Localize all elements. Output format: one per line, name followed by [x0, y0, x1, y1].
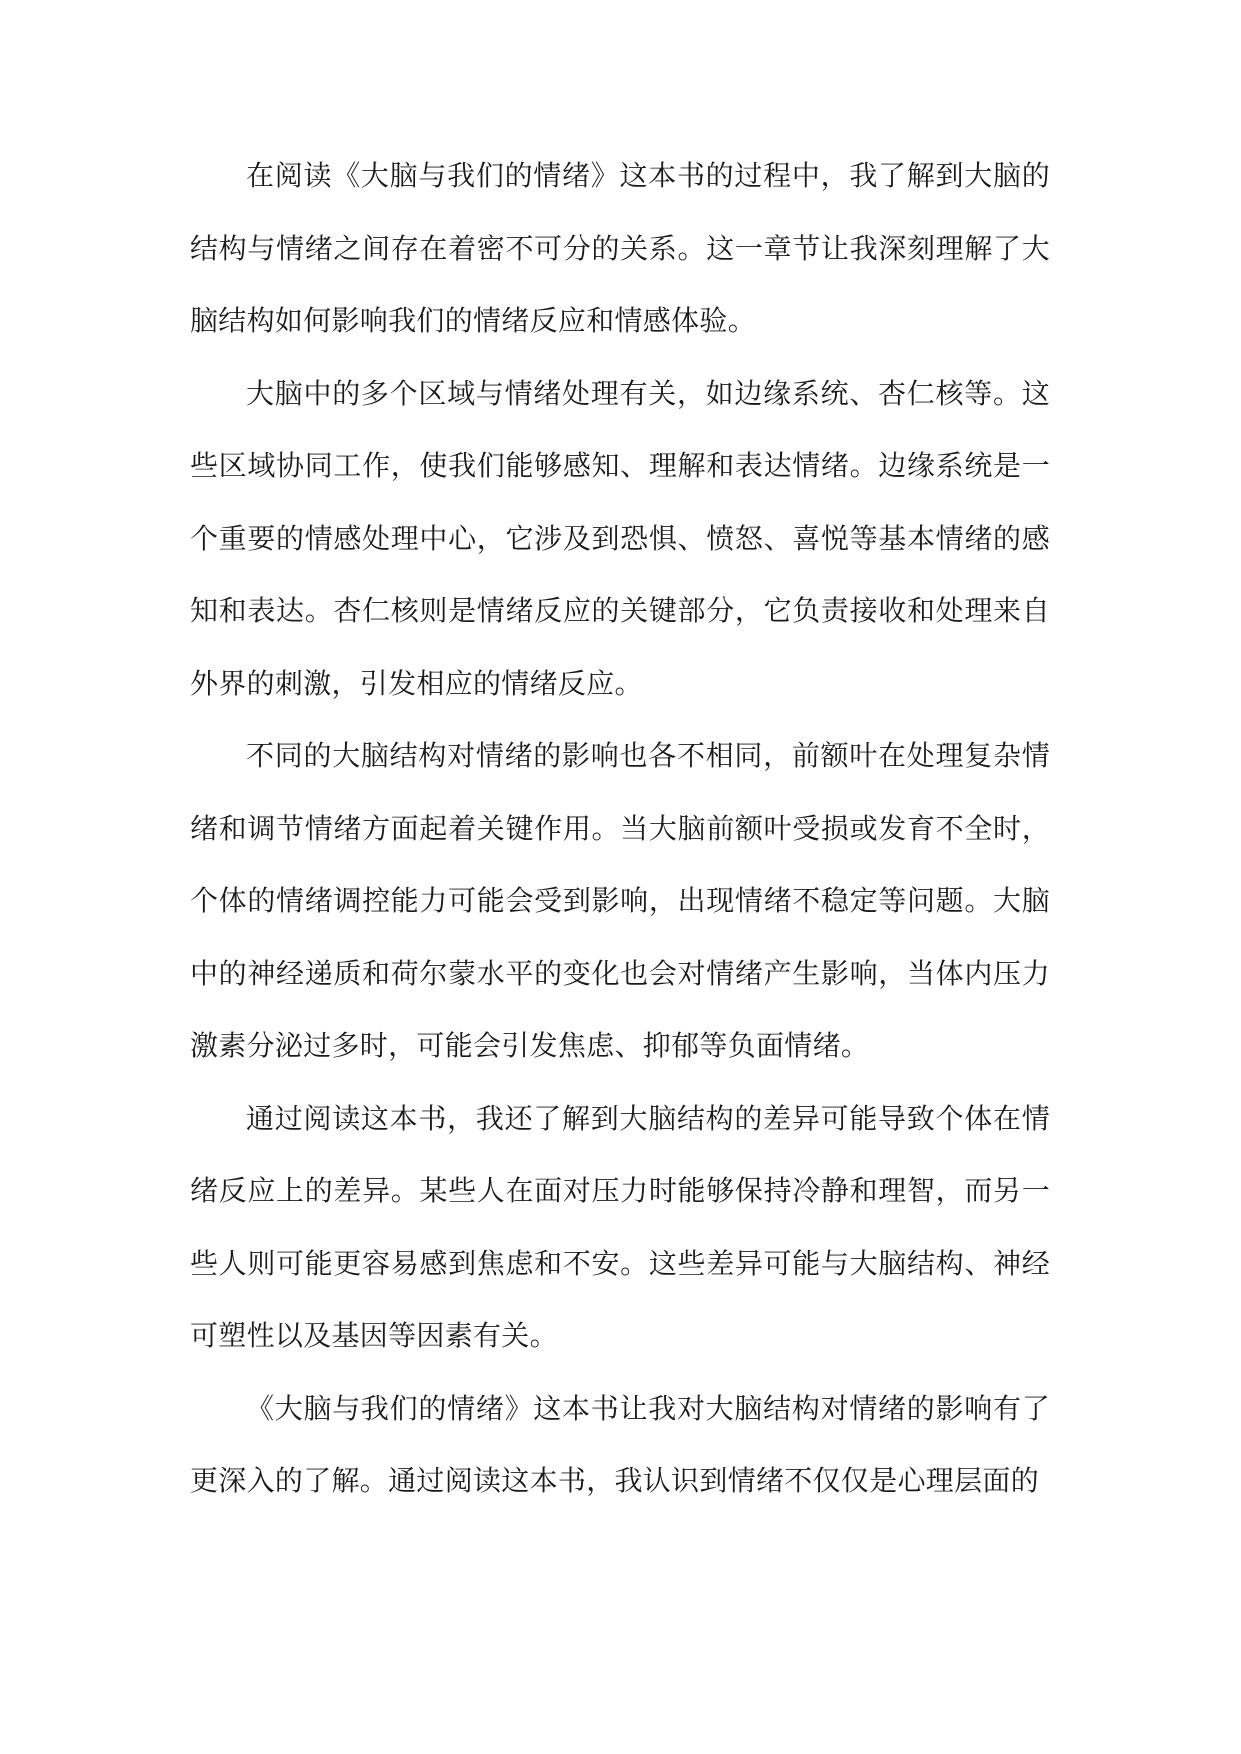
document-body — [190, 140, 1050, 1518]
paragraph-1: 在阅读《大脑与我们的情绪》这本书的过程中，我了解到大脑的结构与情绪之间存在着密不可分的关系。这一章节让我深刻理解了大脑结构如何影响我们的情绪反应和情感体验。 — [190, 159, 1050, 337]
paragraph-4: 通过阅读这本书，我还了解到大脑结构的差异可能导致个体在情绪反应上的差异。某些人在面对压力时能够保持冷静和理智，而另一些人则可能更容易感到焦虑和不安。这些差异可能与大脑结构、神经可塑性以及基因等因素有关。 — [190, 1101, 1050, 1352]
paragraph-2: 大脑中的多个区域与情绪处理有关，如边缘系统、杏仁核等。这些区域协同工作，使我们能够感知、理解和表达情绪。边缘系统是一个重要的情感处理中心，它涉及到恐惧、愤怒、喜悦等基本情绪的感知和表达。杏仁核则是情绪反应的关键部分，它负责接收和处理来自外界的刺激，引发相应的情绪反应。 — [190, 376, 1050, 700]
paragraph-3: 不同的大脑结构对情绪的影响也各不相同，前额叶在处理复杂情绪和调节情绪方面起着关键作用。当大脑前额叶受损或发育不全时，个体的情绪调控能力可能会受到影响，出现情绪不稳定等问题。大脑中的神经递质和荷尔蒙水平的变化也会对情绪产生影响，当体内压力激素分泌过多时，可能会引发焦虑、抑郁等负面情绪。 — [190, 739, 1050, 1062]
paragraph-5: 《大脑与我们的情绪》这本书让我对大脑结构对情绪的影响有了更深入的了解。通过阅读这本书，我认识到情绪不仅仅是心理层面的 — [190, 1391, 1050, 1497]
